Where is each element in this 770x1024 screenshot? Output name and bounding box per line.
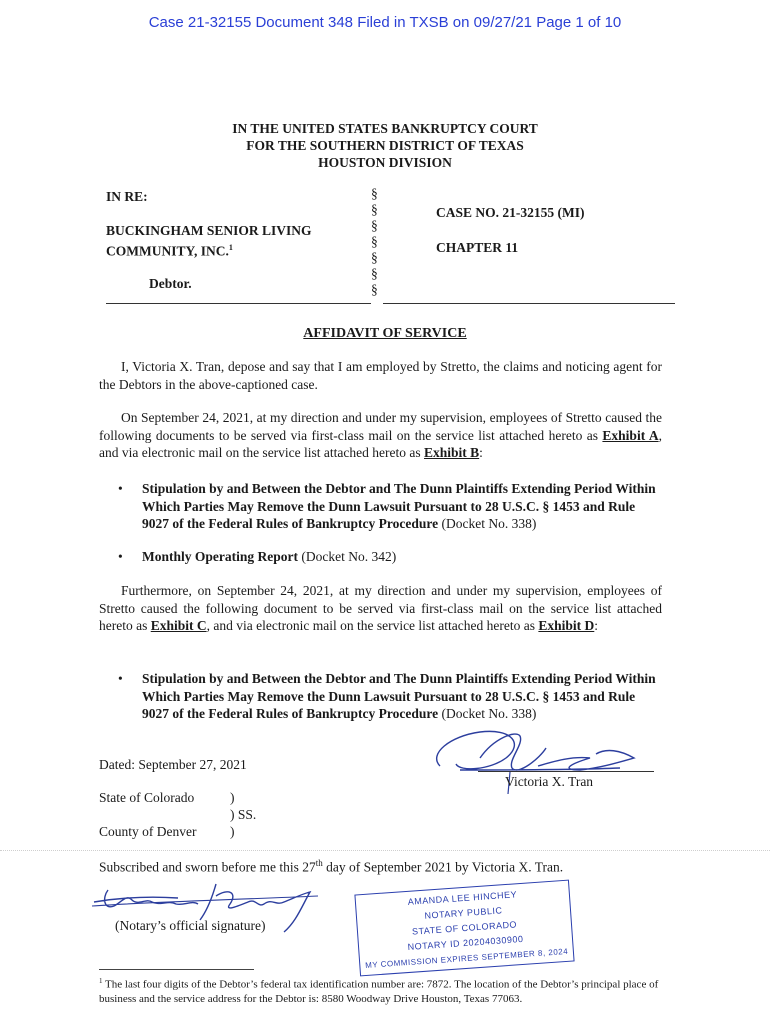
stamp-expiry: MY COMMISSION EXPIRES SEPTEMBER 8, 2024 [364, 946, 569, 971]
exhibit-d-ref: Exhibit D [538, 618, 595, 633]
venue-paren: ) [230, 824, 235, 839]
bullet-icon: • [118, 481, 123, 496]
list-item: • Stipulation by and Between the Debtor and The Dunn Plaintiffs Extending Period Within Which Parties May Remove the Dunn Lawsuit Pursuant to 28 U.S.C. § 1453 and Rule 9027 of the Federal Rules of Bankruptcy Procedure (Docket No. 338) [118, 481, 656, 531]
debtor-name-line2: COMMUNITY, INC.$^1$ [106, 243, 233, 259]
case-number: CASE NO. 21-32155 (MI) [436, 205, 585, 220]
notary-stamp [354, 880, 574, 977]
notary-signature-label: (Notary’s official signature) [115, 918, 266, 933]
court-division: HOUSTON DIVISION [318, 155, 452, 170]
footnote-mark: 1 [99, 977, 103, 985]
document-title: AFFIDAVIT OF SERVICE [303, 326, 467, 341]
in-re-label: IN RE: [106, 189, 148, 204]
venue-county: County of Denver [99, 824, 197, 839]
filing-header: Case 21-32155 Document 348 Filed in TXSB on 09/27/21 Page 1 of 10 [148, 14, 622, 31]
debtor-name [106, 222, 312, 260]
court-district: FOR THE SOUTHERN DISTRICT OF TEXAS [246, 138, 524, 153]
caption-rule-right [383, 303, 675, 304]
signer-name: Victoria X. Tran [505, 774, 594, 789]
chapter: CHAPTER 11 [436, 240, 519, 255]
bullet-icon: • [118, 549, 123, 564]
exhibit-b-ref: Exhibit B [424, 445, 480, 460]
signature-line [478, 771, 654, 772]
stamp-notary-name: AMANDA LEE HINCHEY [407, 889, 518, 907]
list-item: • Stipulation by and Between the Debtor and The Dunn Plaintiffs Extending Period Within Which Parties May Remove the Dunn Lawsuit Pursuant to 28 U.S.C. § 1453 and Rule 9027 of the Federal Rules of Bankruptcy Procedure (Docket No. 338) [118, 671, 656, 721]
list-item: • Monthly Operating Report (Docket No. 342) [118, 549, 397, 564]
footnote: $^1$ The last four digits of the Debtor’s federal tax identification number are: 7872. The location of the Debtor’s principal place of business and the service address for the Debtor is: 8580 Woodway Drive Houston, Texas 77063. [99, 977, 659, 1005]
court-name: IN THE UNITED STATES BANKRUPTCY COURT [232, 121, 538, 136]
section-marks: § § § § § § § [371, 186, 378, 297]
debtor-footnote-ref: 1 [228, 243, 233, 252]
paragraph-further-service: Furthermore, on September 24, 2021, at my direction and under my supervision, employees of Stretto caused the following document to be served via first-class mail on the service list attached hereto as Exhibit C, and via electronic mail on the service list attached hereto as Exhibit D: [99, 583, 662, 633]
scan-artifact-divider [0, 850, 770, 851]
exhibit-c-ref: Exhibit C [150, 618, 207, 633]
venue-state: State of Colorado [99, 790, 195, 805]
stamp-id: NOTARY ID 20204030900 [407, 933, 524, 953]
court-heading [0, 120, 770, 171]
exhibit-a-ref: Exhibit A [602, 427, 659, 443]
paragraph-service: On September 24, 2021, at my direction and under my supervision, employees of Stretto caused the following documents to be served via first-class mail on the service list attached hereto as Exhibit A, and via electronic mail on the service list attached hereto as Exhibit B: [99, 410, 662, 460]
dated-line: Dated: September 27, 2021 [99, 757, 247, 772]
footnote-rule [99, 969, 254, 970]
debtor-name-line1: BUCKINGHAM SENIOR LIVING [106, 223, 312, 238]
stamp-state: STATE OF COLORADO [411, 919, 518, 937]
venue-ss: ) SS. [230, 807, 257, 822]
debtor-label: Debtor. [149, 276, 192, 291]
paragraph-employment: I, Victoria X. Tran, depose and say that I am employed by Stretto, the claims and noticing agent for the Debtors in the above-captioned case. [99, 359, 662, 392]
venue-paren: ) [230, 790, 235, 805]
jurat-line: Subscribed and sworn before me this 27th day of September 2021 by Victoria X. Tran. [99, 858, 564, 875]
caption-rule-left [106, 303, 371, 304]
stamp-title: NOTARY PUBLIC [424, 905, 503, 921]
bullet-icon: • [118, 671, 123, 686]
